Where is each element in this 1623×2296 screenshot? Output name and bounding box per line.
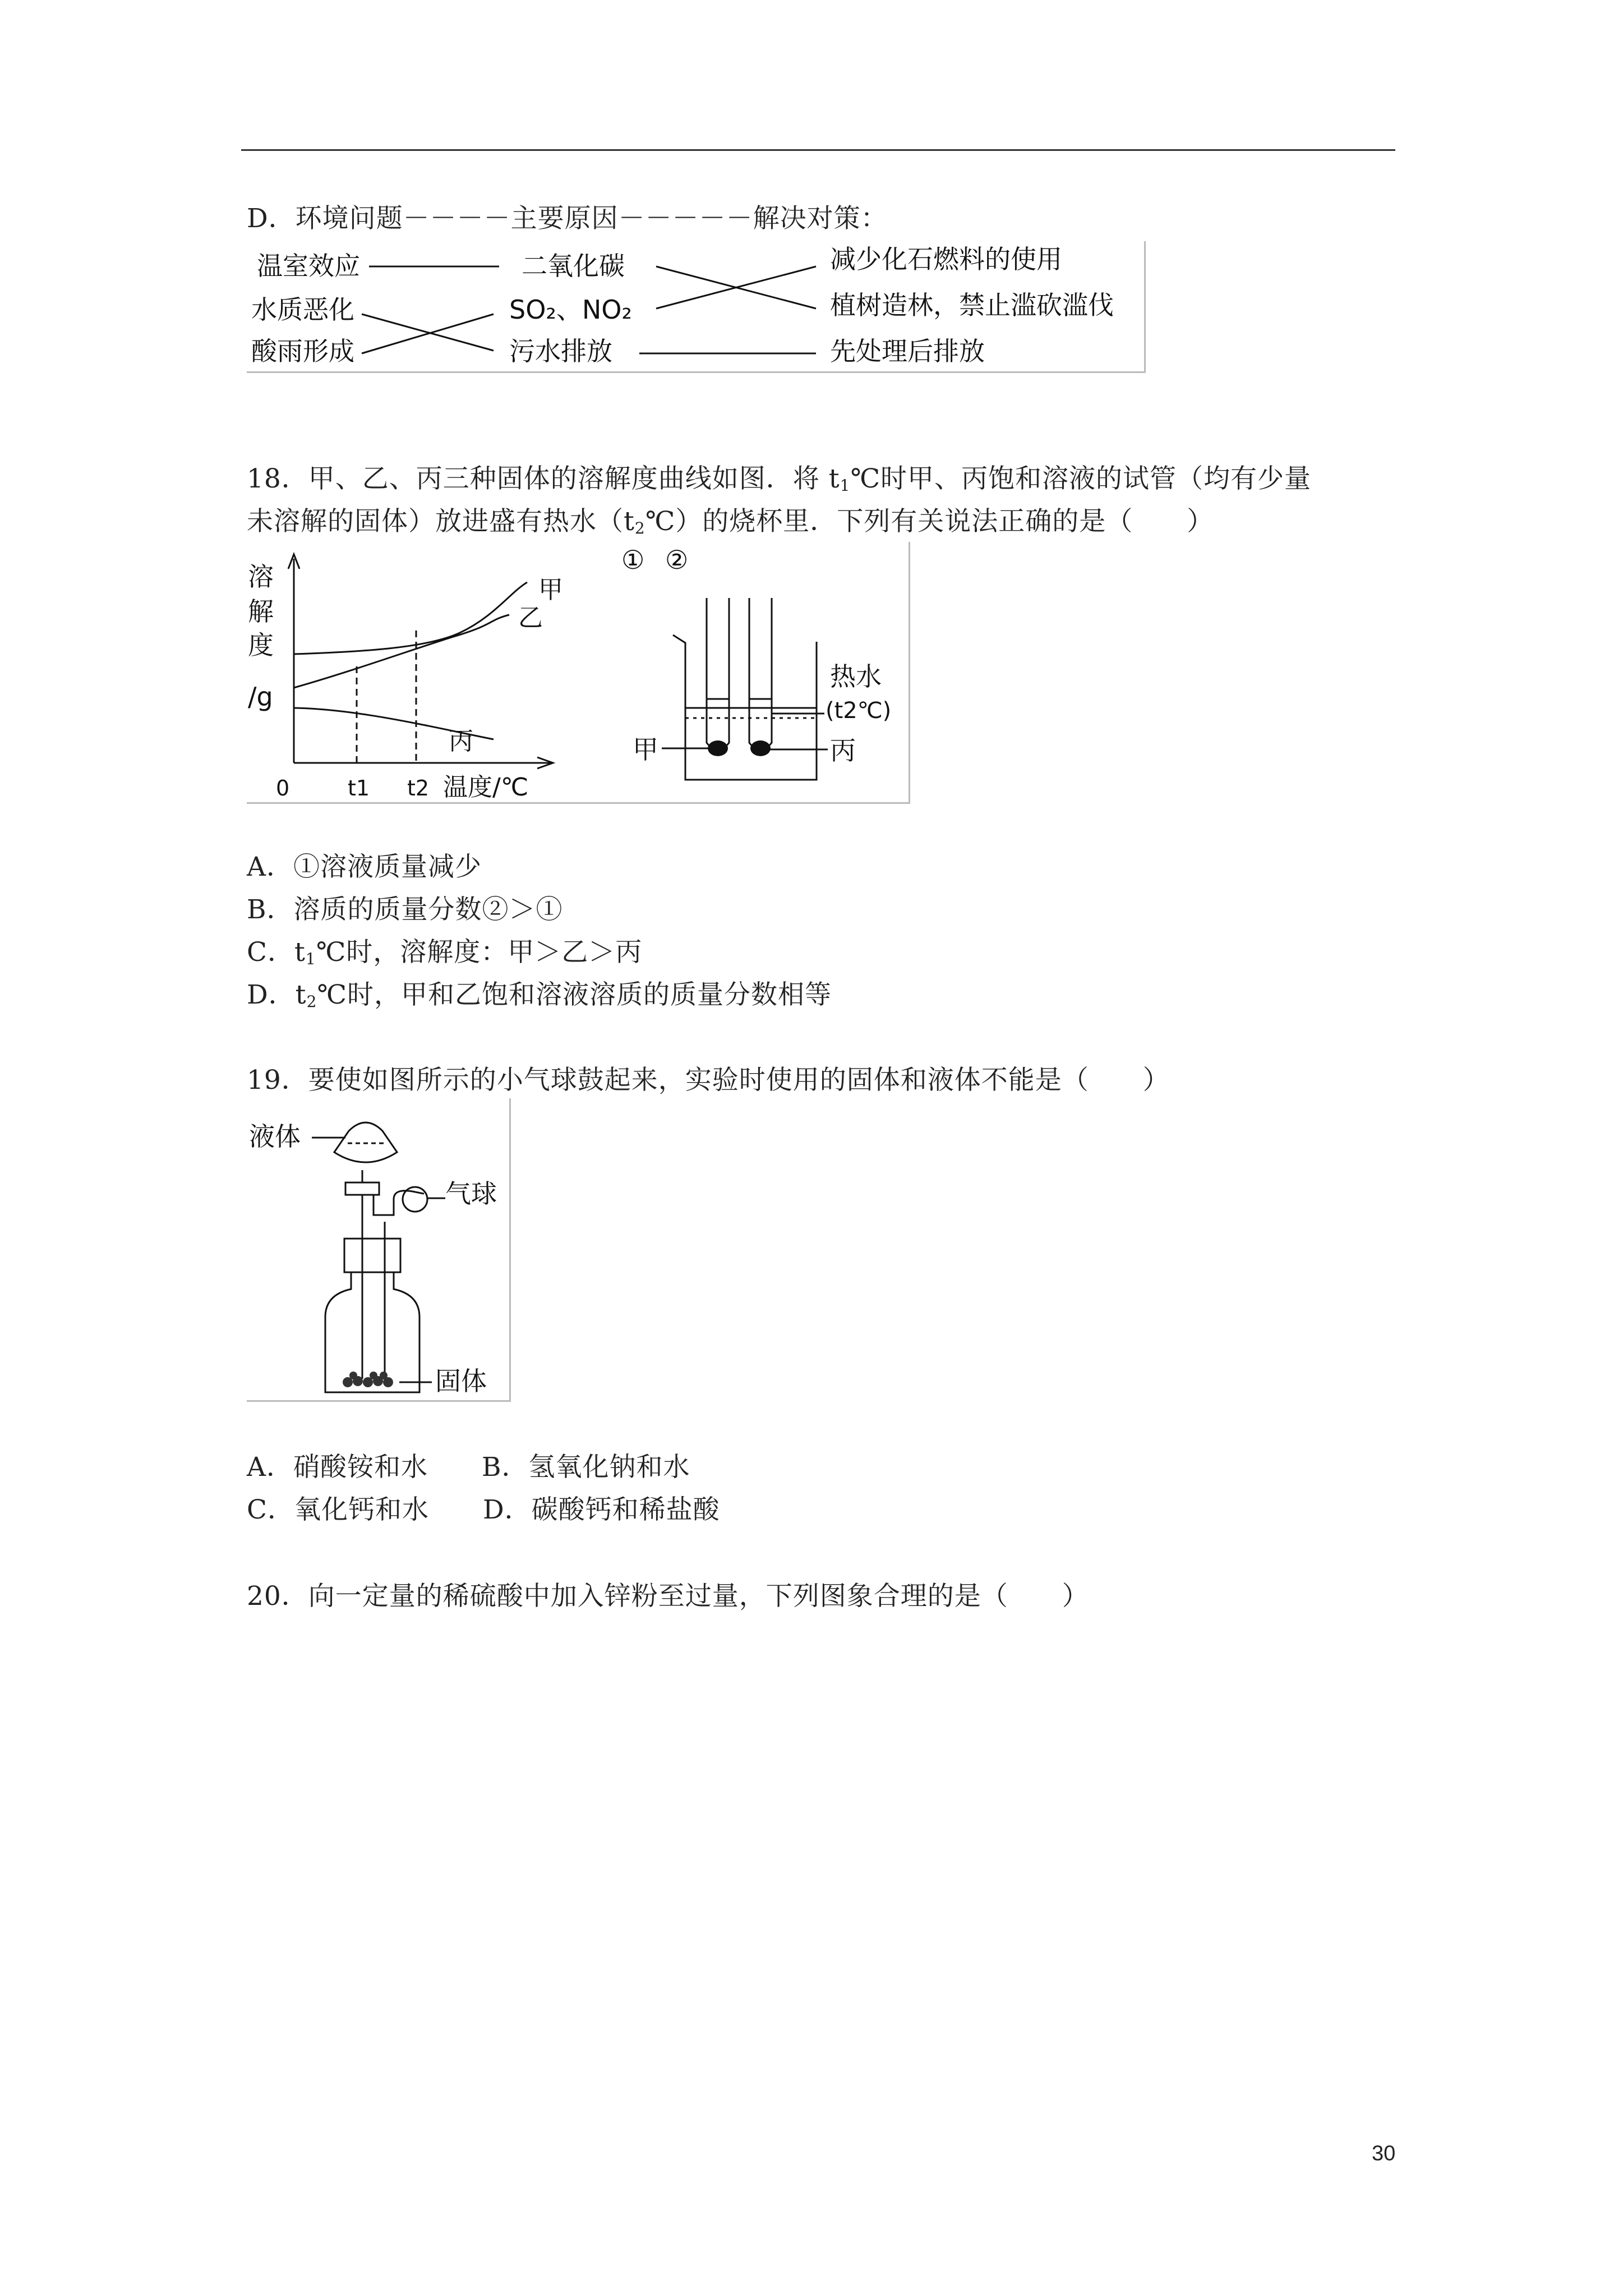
- curve-label-bing: 丙: [449, 727, 473, 756]
- curve-label-yi: 乙: [518, 604, 543, 632]
- q19-figure: [247, 1098, 511, 1402]
- header-rule: [241, 149, 1395, 151]
- test-tube-1: [707, 598, 729, 750]
- q18-stem-line-1: 18．甲、乙、丙三种固体的溶解度曲线如图．将 $t_1℃$时甲、丙饱和溶液的试管（均有少量: [247, 463, 1312, 495]
- q18-stem-line-2: 未溶解的固体）放进盛有热水$(t_2℃)$的烧杯里．下列有关说法正确的是（ ）: [247, 506, 1214, 537]
- x-tick-t1: t1: [348, 776, 370, 800]
- q18-option-a: A．①溶液质量减少: [247, 852, 482, 882]
- q17-matching-figure: [247, 241, 1146, 373]
- tube-label-2: ②: [665, 545, 689, 575]
- test-tube-2: [749, 598, 772, 750]
- solid-bing: [750, 740, 771, 756]
- problem-1: 温室效应: [257, 251, 360, 281]
- y-label-char: 解: [248, 596, 274, 627]
- curve-yi: [294, 615, 509, 688]
- y-label-char: 溶: [248, 562, 274, 592]
- solid-particles: [343, 1372, 393, 1387]
- q19-options-row-2: C．氧化钙和水 D．碳酸钙和稀盐酸: [247, 1494, 720, 1525]
- y-label-char: 度: [248, 630, 274, 660]
- curve-jia: [294, 582, 527, 654]
- y-label-char: /g: [248, 682, 273, 712]
- tube-label-1: ①: [621, 545, 645, 575]
- solid-label: 固体: [435, 1366, 487, 1396]
- q19-stem: 19．要使如图所示的小气球鼓起来，实验时使用的固体和液体不能是（ ）: [247, 1065, 1170, 1096]
- page-number: 30: [1372, 2142, 1396, 2165]
- q17-option-d: D．环境问题－－－－主要原因－－－－－解决对策：: [247, 203, 888, 234]
- q19-options-row-1: A．硝酸铵和水 B．氢氧化钠和水: [247, 1452, 690, 1483]
- solubility-graph: [248, 554, 563, 802]
- cause-1: 二氧化碳: [522, 251, 625, 281]
- balloon-label: 气球: [445, 1179, 497, 1209]
- balloon: [403, 1187, 427, 1212]
- q18-figure: [247, 542, 910, 804]
- solution-2: 植树造林，禁止滥砍滥伐: [830, 290, 1114, 320]
- q18-option-b: B．溶质的质量分数②＞①: [247, 894, 563, 925]
- problem-2: 水质恶化: [251, 295, 354, 325]
- x-tick-t2: t2: [407, 776, 430, 800]
- temperature-label: (t2℃): [826, 698, 892, 724]
- beaker-right-label: 丙: [830, 735, 856, 766]
- beaker-diagram: [621, 545, 891, 780]
- curve-label-jia: 甲: [538, 576, 563, 604]
- solid-jia: [708, 740, 728, 756]
- solution-3: 先处理后排放: [830, 336, 985, 366]
- stopcock: [345, 1182, 379, 1195]
- solution-1: 减少化石燃料的使用: [830, 244, 1062, 274]
- problem-3: 酸雨形成: [251, 336, 354, 366]
- stopper: [344, 1239, 400, 1272]
- cause-2: SO₂、NO₂: [509, 295, 632, 325]
- x-tick-0: 0: [276, 776, 290, 800]
- q20-stem: 20．向一定量的稀硫酸中加入锌粉至过量，下列图象合理的是（ ）: [247, 1581, 1089, 1612]
- q18-option-d: D．$t_2℃$时，甲和乙饱和溶液溶质的质量分数相等: [247, 979, 832, 1011]
- hot-water-label: 热水: [830, 661, 882, 692]
- x-axis-label: 温度/℃: [443, 773, 529, 802]
- q18-option-c: C．$t_1℃$时，溶解度：甲＞乙＞丙: [247, 937, 643, 968]
- beaker-left-label: 甲: [633, 734, 658, 765]
- cause-3: 污水排放: [509, 336, 612, 366]
- liquid-label: 液体: [249, 1121, 301, 1152]
